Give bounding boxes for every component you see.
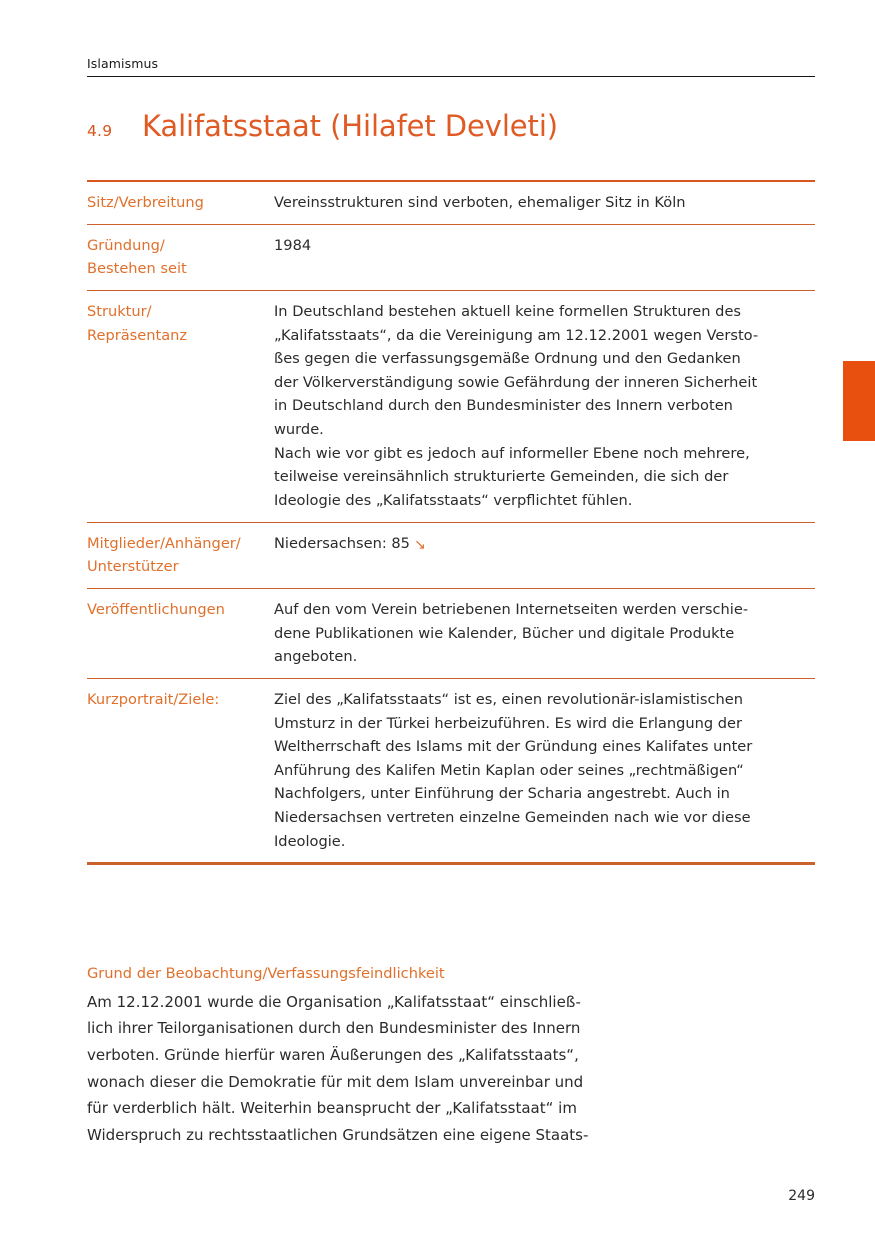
- value-line: Auf den vom Verein betriebenen Internetseiten werden verschie-: [274, 600, 749, 618]
- label-line: Bestehen seit: [87, 260, 187, 278]
- label-line: Mitglieder/Anhänger/: [87, 534, 241, 552]
- table-row: [87, 589, 815, 679]
- trend-down-arrow-icon: ↘: [413, 536, 426, 553]
- row-label: [87, 191, 274, 215]
- value-line: ßes gegen die verfassungsgemäße Ordnung und den Gedanken: [274, 350, 741, 368]
- label-line: Gründung/: [87, 236, 165, 254]
- value-line: dene Publikationen wie Kalender, Bücher und digitale Produkte: [274, 624, 735, 642]
- chapter-title-row: [87, 111, 815, 143]
- row-label: [87, 598, 274, 669]
- value-line: Nachfolgers, unter Einführung der Scharia angestrebt. Auch in: [274, 785, 730, 803]
- info-table: [87, 180, 815, 865]
- row-value: [274, 300, 815, 513]
- value-line: Ideologie.: [274, 832, 346, 850]
- edge-tab-marker: [843, 361, 875, 441]
- value-line: Anführung des Kalifen Metin Kaplan oder seines „rechtmäßigen“: [274, 761, 744, 779]
- page-number: 249: [788, 1188, 815, 1204]
- label-line: Struktur/: [87, 302, 152, 320]
- section-number: 4.9: [87, 122, 113, 140]
- section-heading: Grund der Beobachtung/Verfassungsfeindlichkeit: [87, 965, 445, 982]
- value-line: „Kalifatsstaats“, da die Vereinigung am 12.12.2001 wegen Versto-: [274, 326, 759, 344]
- row-label: [87, 234, 274, 281]
- row-value: [274, 688, 815, 853]
- value-line: teilweise vereinsähnlich strukturierte Gemeinden, die sich der: [274, 468, 729, 486]
- running-head: [87, 56, 815, 77]
- table-row: [87, 679, 815, 863]
- label-line: Veröffentlichungen: [87, 600, 225, 618]
- value-line: angeboten.: [274, 648, 358, 666]
- value-line: Weltherrschaft des Islams mit der Gründung eines Kalifates unter: [274, 738, 753, 756]
- label-line: Repräsentanz: [87, 326, 188, 344]
- row-value: [274, 234, 815, 281]
- paragraph-line: Am 12.12.2001 wurde die Organisation „Kalifatsstaat“ einschließ-: [87, 992, 581, 1011]
- value-line: der Völkerverständigung sowie Gefährdung der inneren Sicherheit: [274, 373, 758, 391]
- row-label: [87, 300, 274, 513]
- label-line: Unterstützer: [87, 558, 179, 576]
- row-value: [274, 532, 815, 579]
- row-value: [274, 191, 815, 215]
- table-row: [87, 523, 815, 589]
- value-line: Ziel des „Kalifatsstaats“ ist es, einen revolutionär-islamistischen: [274, 690, 743, 708]
- paragraph-line: für verderblich hält. Weiterhin beansprucht der „Kalifatsstaat“ im: [87, 1099, 577, 1118]
- table-row: [87, 225, 815, 291]
- value-line: Ideologie des „Kalifatsstaats“ verpflichtet fühlen.: [274, 492, 633, 510]
- value-line: Vereinsstrukturen sind verboten, ehemaliger Sitz in Köln: [274, 194, 686, 211]
- label-line: Sitz/Verbreitung: [87, 194, 204, 211]
- value-line: Niedersachsen: 85: [274, 534, 410, 552]
- running-head-rule: [87, 76, 815, 77]
- body-paragraph: [87, 989, 647, 1149]
- value-line: in Deutschland durch den Bundesminister des Innern verboten: [274, 397, 733, 415]
- page-title: Kalifatsstaat (Hilafet Devleti): [142, 109, 558, 143]
- table-row: [87, 291, 815, 523]
- value-line: Niedersachsen vertreten einzelne Gemeinden nach wie vor diese: [274, 809, 751, 827]
- paragraph-line: verboten. Gründe hierfür waren Äußerungen des „Kalifatsstaats“,: [87, 1045, 579, 1064]
- body-section: [87, 963, 647, 1149]
- table-bottom-rule: [87, 863, 815, 865]
- value-line: 1984: [274, 236, 312, 254]
- value-line: wurde.: [274, 421, 324, 439]
- value-line: In Deutschland bestehen aktuell keine formellen Strukturen des: [274, 302, 742, 320]
- row-value: [274, 598, 815, 669]
- label-line: Kurzportrait/Ziele:: [87, 690, 220, 708]
- value-line: Umsturz in der Türkei herbeizuführen. Es wird die Erlangung der: [274, 714, 743, 732]
- paragraph-line: Widerspruch zu rechtsstaatlichen Grundsätzen eine eigene Staats-: [87, 1126, 589, 1145]
- row-label: [87, 688, 274, 853]
- value-line: Nach wie vor gibt es jedoch auf informeller Ebene noch mehrere,: [274, 444, 750, 462]
- running-head-text: Islamismus: [87, 56, 159, 71]
- paragraph-line: lich ihrer Teilorganisationen durch den Bundesminister des Innern: [87, 1019, 581, 1038]
- table-row: [87, 182, 815, 225]
- row-label: [87, 532, 274, 579]
- paragraph-line: wonach dieser die Demokratie für mit dem Islam unvereinbar und: [87, 1072, 584, 1091]
